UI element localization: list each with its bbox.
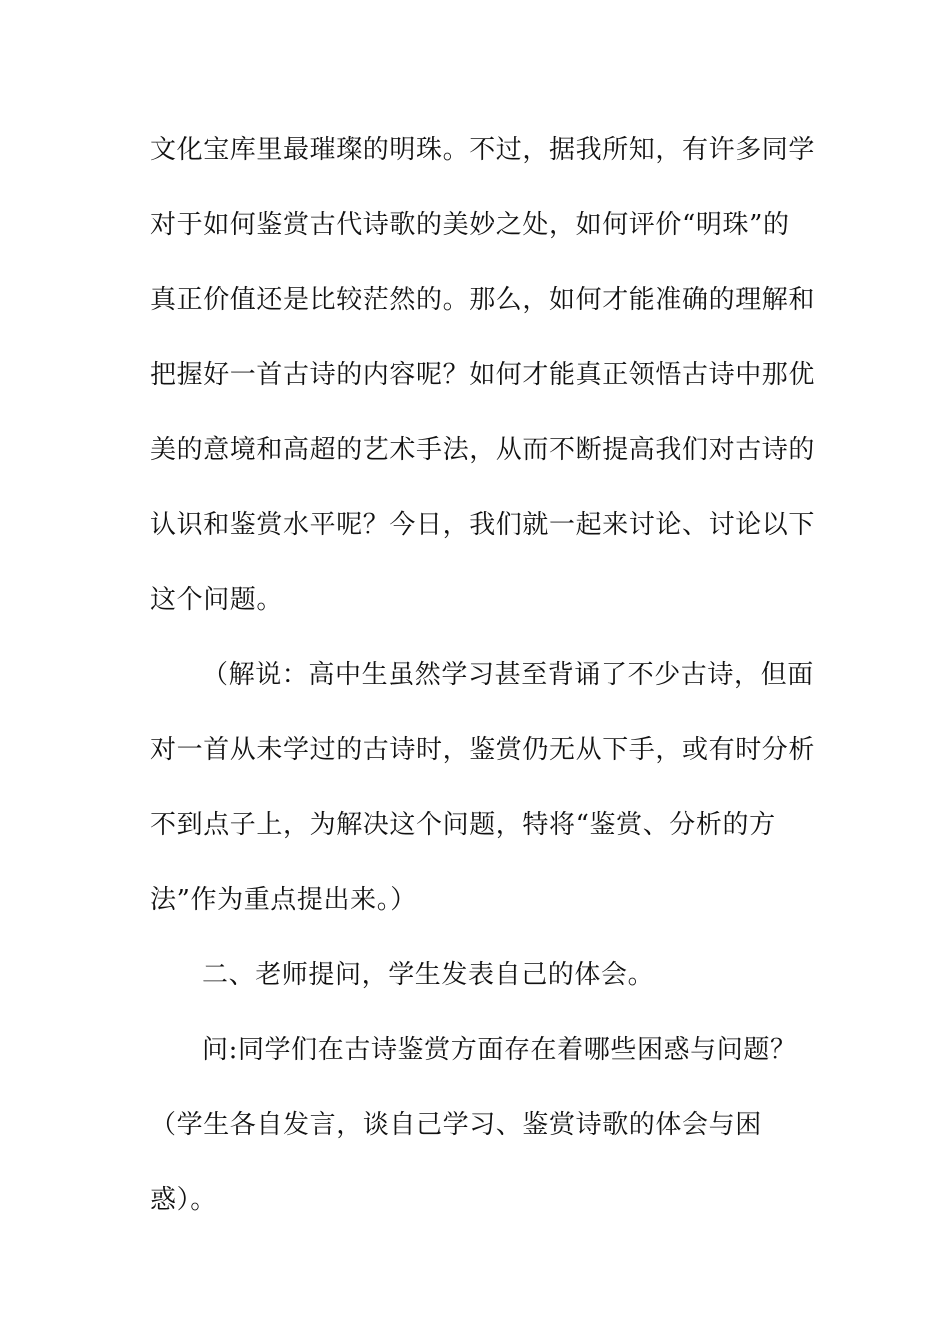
paragraph-line-6: 认识和鉴赏水平呢？今日，我们就一起来讨论、讨论以下: [150, 510, 816, 540]
explanation-line-4: 法”作为重点提出来。）: [150, 885, 417, 915]
paragraph-line-7: 这个问题。: [150, 585, 284, 615]
paragraph-line-4: 把握好一首古诗的内容呢？如何才能真正领悟古诗中那优: [150, 360, 816, 390]
explanation-line-3: 不到点子上，为解决这个问题，特将“鉴赏、分析的方: [150, 810, 776, 840]
student-activity-line-1: （学生各自发言，谈自己学习、鉴赏诗歌的体会与困: [150, 1110, 762, 1140]
section-heading: 二、老师提问，学生发表自己的体会。: [202, 960, 655, 990]
paragraph-line-3: 真正价值还是比较茫然的。那么，如何才能准确的理解和: [150, 285, 816, 315]
student-activity-line-2: 惑）。: [150, 1185, 217, 1215]
teacher-question: 问:同学们在古诗鉴赏方面存在着哪些困惑与问题？: [202, 1035, 797, 1065]
paragraph-line-1: 文化宝库里最璀璨的明珠。不过，据我所知，有许多同学: [150, 135, 816, 165]
paragraph-line-5: 美的意境和高超的艺术手法，从而不断提高我们对古诗的: [150, 435, 816, 465]
explanation-line-1: （解说：高中生虽然学习甚至背诵了不少古诗，但面: [202, 660, 814, 690]
paragraph-line-2: 对于如何鉴赏古代诗歌的美妙之处，如何评价“明珠”的: [150, 210, 790, 240]
explanation-line-2: 对一首从未学过的古诗时，鉴赏仍无从下手，或有时分析: [150, 735, 816, 765]
